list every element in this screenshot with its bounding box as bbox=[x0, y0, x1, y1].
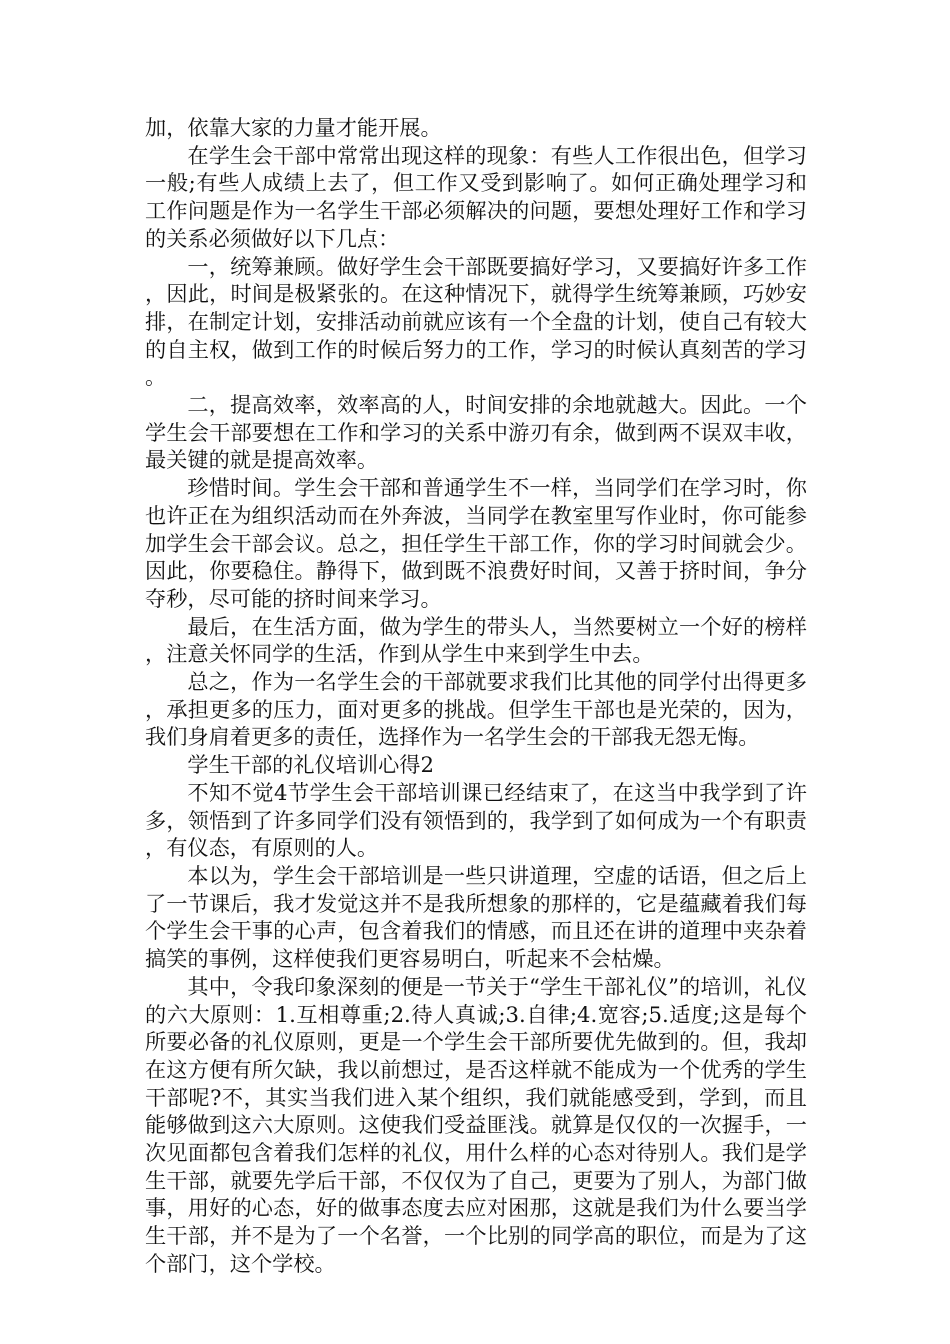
document-body bbox=[145, 114, 807, 1278]
section-heading: 学生干部的礼仪培训心得2 bbox=[187, 752, 434, 778]
paragraph-point-two: 二，提高效率，效率高的人，时间安排的余地就越大。因此。一个学生会干部要想在工作和学习的关系中游刃有余，做到两不误双丰收，最关键的就是提高效率。 bbox=[145, 392, 807, 473]
paragraph-life: 最后，在生活方面，做为学生的带头人，当然要树立一个好的榜样，注意关怀同学的生活，作到从学生中来到学生中去。 bbox=[145, 613, 807, 667]
paragraph-continuation: 加，依靠大家的力量才能开展。 bbox=[145, 115, 442, 140]
paragraph-point-one: 一，统筹兼顾。做好学生会干部既要搞好学习，又要搞好许多工作，因此，时间是极紧张的。在这种情况下，就得学生统筹兼顾，巧妙安排，在制定计划，安排活动前就应该有一个全盘的计划，使自己有较大的自主权，做到工作的时候后努力的工作，学习的时候认真刻苦的学习。 bbox=[145, 253, 807, 390]
paragraph-expectation: 本以为，学生会干部培训是一些只讲道理，空虚的话语，但之后上了一节课后，我才发觉这并不是我所想象的那样的，它是蕴藏着我们每个学生会干事的心声，包含着我们的情感，而且还在讲的道理中夹杂着搞笑的事例，这样使我们更容易明白，听起来不会枯燥。 bbox=[145, 862, 807, 972]
paragraph-conclusion: 总之，作为一名学生会的干部就要求我们比其他的同学付出得更多，承担更多的压力，面对更多的挑战。但学生干部也是光荣的，因为，我们身肩着更多的责任，选择作为一名学生会的干部我无怨无悔。 bbox=[145, 669, 807, 750]
paragraph-etiquette-principles: 其中，令我印象深刻的便是一节关于“学生干部礼仪”的培训，礼仪的六大原则：1.互相尊重;2.待人真诚;3.自律;4.宽容;5.适度;这是每个所要必备的礼仪原则，更是一个学生会干部所要优先做到的。但，我却在这方便有所欠缺，我以前想过，是否这样就不能成为一个优秀的学生干部呢?不，其实当我们进入某个组织，我们就能感受到，学到，而且能够做到这六大原则。这使我们受益匪浅。就算是仅仅的一次握手，一次见面都包含着我们怎样的礼仪，用什么样的心态对待别人。我们是学生干部，就要先学后干部，不仅仅为了自己，更要为了别人，为部门做事，用好的心态，好的做事态度去应对困那，这就是我们为什么要当学生干部，并不是为了一个名誉，一个比别的同学高的职位，而是为了这个部门，这个学校。 bbox=[145, 973, 807, 1276]
paragraph-training-ended: 不知不觉4节学生会干部培训课已经结束了，在这当中我学到了许多，领悟到了许多同学们没有领悟到的，我学到了如何成为一个有职责，有仪态，有原则的人。 bbox=[145, 779, 807, 861]
paragraph-intro: 在学生会干部中常常出现这样的现象：有些人工作很出色，但学习一般;有些人成绩上去了，但工作又受到影响了。如何正确处理学习和工作问题是作为一名学生干部必须解决的问题，要想处理好工作和学习的关系必须做好以下几点： bbox=[145, 142, 807, 251]
paragraph-cherish-time: 珍惜时间。学生会干部和普通学生不一样，当同学们在学习时，你也许正在为组织活动而在外奔波，当同学在教室里写作业时，你可能参加学生会干部会议。总之，担任学生干部工作，你的学习时间就会少。因此，你要稳住。静得下，做到既不浪费好时间，又善于挤时间，争分夺秒，尽可能的挤时间来学习。 bbox=[145, 475, 807, 611]
